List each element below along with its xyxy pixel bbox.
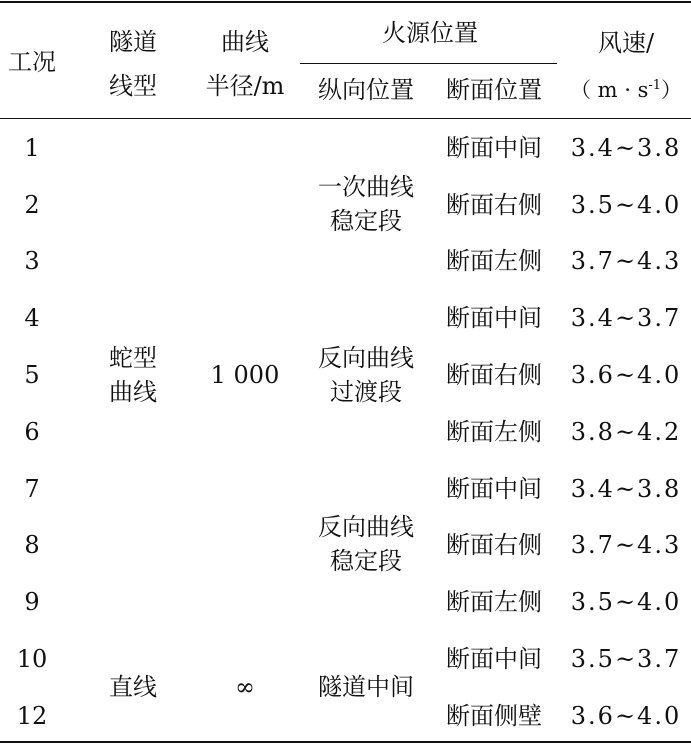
row-8-wind: 3.7~4.3	[570, 531, 682, 559]
row-4-wind: 3.4~3.7	[570, 304, 682, 332]
header-wind-line2	[570, 70, 682, 106]
radius-serpentine: 1 000	[210, 361, 280, 389]
longitudinal-group2-line2: 过渡段	[330, 378, 402, 406]
wind-unit-pre: （ m · s	[569, 78, 649, 102]
row-3-case: 3	[24, 247, 40, 275]
longitudinal-group1-line2: 稳定段	[330, 207, 402, 235]
header-radius-line2: 半径/m	[205, 72, 285, 100]
row-7-case: 7	[24, 475, 40, 503]
row-4-case: 4	[24, 304, 40, 332]
longitudinal-group3-line1: 反向曲线	[318, 513, 414, 541]
header-tunnel-type-line2: 线型	[109, 72, 157, 100]
row-7-wind: 3.4~3.8	[570, 475, 682, 503]
row-12-wind: 3.6~4.0	[570, 702, 682, 730]
longitudinal-group3-line2: 稳定段	[330, 547, 402, 575]
header-rule	[0, 118, 691, 119]
row-5-case: 5	[24, 361, 40, 389]
row-12-section: 断面侧壁	[446, 702, 542, 730]
row-10-case: 10	[16, 645, 48, 673]
row-3-wind: 3.7~4.3	[570, 247, 682, 275]
fire-position-underline	[300, 63, 557, 64]
row-7-section: 断面中间	[446, 475, 542, 503]
tunnel-type-serpentine-line1: 蛇型	[109, 344, 157, 372]
row-2-wind: 3.5~4.0	[570, 191, 682, 219]
row-12-case: 12	[16, 702, 48, 730]
row-1-section: 断面中间	[446, 134, 542, 162]
header-tunnel-type-line1: 隧道	[109, 28, 157, 56]
row-5-wind: 3.6~4.0	[570, 361, 682, 389]
tunnel-type-straight: 直线	[109, 673, 157, 701]
row-2-section: 断面右侧	[446, 191, 542, 219]
row-2-case: 2	[24, 191, 40, 219]
row-5-section: 断面右侧	[446, 361, 542, 389]
row-9-wind: 3.5~4.0	[570, 588, 682, 616]
row-9-case: 9	[24, 588, 40, 616]
row-6-wind: 3.8~4.2	[570, 418, 682, 446]
longitudinal-group2-line1: 反向曲线	[318, 344, 414, 372]
wind-unit-post: ）	[661, 78, 683, 102]
radius-straight: ∞	[235, 673, 255, 701]
header-case: 工况	[8, 48, 56, 76]
row-8-section: 断面右侧	[446, 531, 542, 559]
row-6-case: 6	[24, 418, 40, 446]
row-1-case: 1	[24, 134, 40, 162]
header-section: 断面位置	[446, 76, 542, 104]
longitudinal-group4: 隧道中间	[318, 673, 414, 701]
row-9-section: 断面左侧	[446, 588, 542, 616]
longitudinal-group1-line1: 一次曲线	[318, 173, 414, 201]
top-rule	[0, 1, 691, 3]
row-10-section: 断面中间	[446, 645, 542, 673]
header-fire-position: 火源位置	[382, 19, 478, 47]
wind-unit-sup: -1	[648, 78, 662, 93]
tunnel-type-serpentine-line2: 曲线	[109, 378, 157, 406]
header-wind-line1: 风速/	[597, 29, 655, 57]
bottom-rule	[0, 741, 691, 743]
header-longitudinal: 纵向位置	[318, 76, 414, 104]
row-4-section: 断面中间	[446, 304, 542, 332]
row-6-section: 断面左侧	[446, 418, 542, 446]
header-radius-line1: 曲线	[221, 28, 269, 56]
row-3-section: 断面左侧	[446, 247, 542, 275]
row-1-wind: 3.4~3.8	[570, 134, 682, 162]
row-10-wind: 3.5~3.7	[570, 645, 682, 673]
row-8-case: 8	[24, 531, 40, 559]
